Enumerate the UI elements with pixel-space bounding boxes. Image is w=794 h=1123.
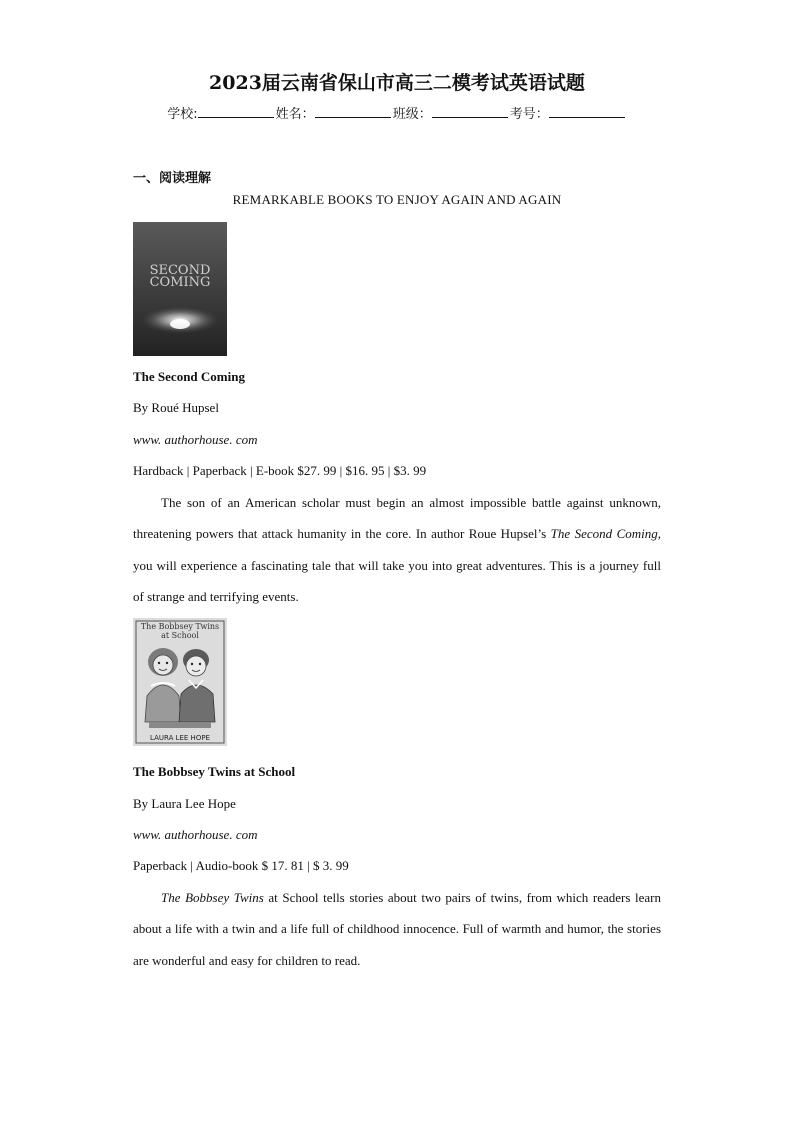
name-blank — [315, 105, 391, 118]
exam-number-label: 考号： — [509, 107, 549, 122]
cover-text-title-2: at School — [161, 631, 199, 640]
book-author-second-coming: By Roué Hupsel — [133, 400, 219, 415]
cover-art-second-coming — [133, 222, 227, 356]
book-formats-second-coming: Hardback | Paperback | E-book $27. 99 | $16. 95 | $3. 99 — [133, 463, 427, 478]
book-title-second-coming: The Second Coming — [133, 369, 245, 384]
exam-number-blank — [549, 105, 625, 118]
class-label: 班级： — [392, 107, 432, 122]
school-blank — [198, 105, 274, 118]
school-label: 学校: — [167, 107, 198, 122]
student-info-line — [0, 103, 794, 122]
book-formats-bobbsey-twins: Paperback | Audio-book $ 17. 81 | $ 3. 99 — [133, 858, 349, 873]
book-description-second-coming — [133, 487, 661, 612]
book-cover-bobbsey-twins — [133, 618, 227, 746]
book-site-second-coming: www. authorhouse. com — [133, 432, 258, 447]
desc-part-2: , you will experience a fascinating tale that will take you into great adventures. This is a journey full of strange and terrifying events. — [133, 526, 661, 604]
cover-text-line-1: SECOND — [149, 263, 211, 278]
book-site-bobbsey-twins: www. authorhouse. com — [133, 827, 258, 842]
desc-part-1: The son of an American scholar must begin an almost impossible battle against unknown, threatening powers that attack humanity in the core. In author Roue Hupsel’s — [133, 495, 661, 542]
book-cover-second-coming — [133, 222, 227, 356]
book-author-bobbsey-twins: By Laura Lee Hope — [133, 796, 236, 811]
section-heading: 一、阅读理解 — [133, 171, 212, 186]
name-label: 姓名： — [275, 107, 315, 122]
cover-text-author: LAURA LEE HOPE — [150, 734, 210, 742]
cover-text-title-1: The Bobbsey Twins — [140, 622, 220, 631]
cover-art-bobbsey-twins — [133, 618, 227, 746]
desc-part-2: at School tells stories about two pairs of twins, from which readers learn about a life with a twin and a life full of childhood innocence. Full of warmth and humor, the stories are wonderful and easy for children to read. — [133, 890, 661, 968]
cover-text-line-2: COMING — [149, 275, 211, 290]
desc-italic-title: The Bobbsey Twins — [161, 890, 264, 905]
book-title-bobbsey-twins: The Bobbsey Twins at School — [133, 764, 296, 779]
class-blank — [432, 105, 508, 118]
book-description-bobbsey-twins — [133, 882, 661, 976]
page-title: 2023届云南省保山市高三二模考试英语试题 — [209, 72, 585, 94]
desc-italic-title: The Second Coming — [550, 526, 658, 542]
passage-banner: REMARKABLE BOOKS TO ENJOY AGAIN AND AGAIN — [232, 192, 562, 207]
